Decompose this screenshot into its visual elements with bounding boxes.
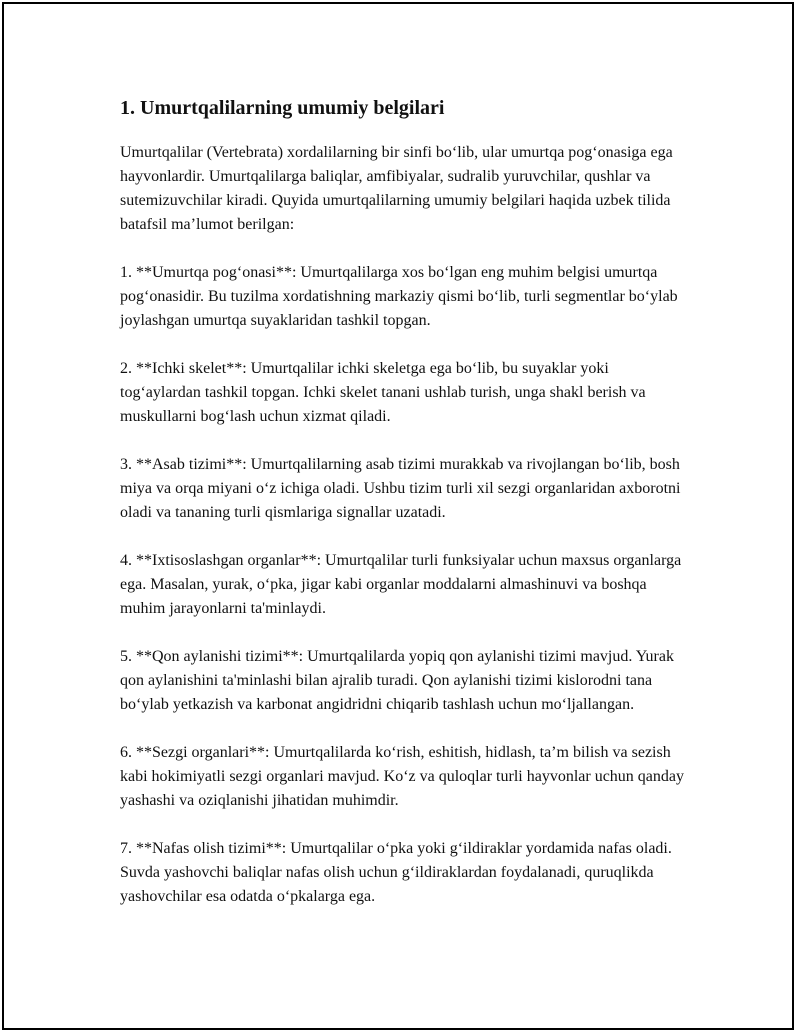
- intro-paragraph: Umurtqalilar (Vertebrata) xordalilarning bir sinfi bo‘lib, ular umurtqa pog‘onasiga ega hayvonlardir. Umurtqalilarga baliqlar, amfibiyalar, sudralib yuruvchilar, qushlar va sutemizuvchilar kiradi. Quyida umurtqalilarning umumiy belgilari haqida uzbek tilida batafsil ma’lumot berilgan:: [120, 144, 673, 233]
- page-frame: [2, 2, 794, 1030]
- document-body: [120, 94, 690, 933]
- paragraph-vertebral-column: 1. **Umurtqa pog‘onasi**: Umurtqalilarga xos bo‘lgan eng muhim belgisi umurtqa pog‘onasidir. Bu tuzilma xordatishning markaziy qismi bo‘lib, turli segmentlar bo‘ylab joylashgan umurtqa suyaklaridan tashkil topgan.: [120, 264, 678, 329]
- document-heading: 1. Umurtqalilarning umumiy belgilari: [120, 97, 445, 119]
- paragraph-specialized-organs: 4. **Ixtisoslashgan organlar**: Umurtqalilar turli funksiyalar uchun maxsus organlarga ega. Masalan, yurak, o‘pka, jigar kabi organlar moddalarni almashinuvi va boshqa muhim jarayonlarni ta'minlaydi.: [120, 552, 682, 617]
- paragraph-respiratory-system: 7. **Nafas olish tizimi**: Umurtqalilar o‘pka yoki g‘ildiraklar yordamida nafas oladi. Suvda yashovchi baliqlar nafas olish uchun g‘ildiraklardan foydalanadi, quruqlikda yashovchilar esa odatda o‘pkalarga ega.: [120, 840, 672, 905]
- paragraph-circulatory-system: 5. **Qon aylanishi tizimi**: Umurtqalilarda yopiq qon aylanishi tizimi mavjud. Yurak qon aylanishini ta'minlashi bilan ajralib turadi. Qon aylanishi tizimi kislorodni tana bo‘ylab yetkazish va karbonat angidridni chiqarib tashlash uchun mo‘ljallangan.: [120, 648, 674, 713]
- paragraph-internal-skeleton: 2. **Ichki skelet**: Umurtqalilar ichki skeletga ega bo‘lib, bu suyaklar yoki tog‘aylardan tashkil topgan. Ichki skelet tanani ushlab turish, unga shakl berish va muskullarni bog‘lash uchun xizmat qiladi.: [120, 360, 646, 425]
- paragraph-nervous-system: 3. **Asab tizimi**: Umurtqalilarning asab tizimi murakkab va rivojlangan bo‘lib, bosh miya va orqa miyani o‘z ichiga oladi. Ushbu tizim turli xil sezgi organlaridan axborotni oladi va tananing turli qismlariga signallar uzatadi.: [120, 456, 681, 521]
- paragraph-sense-organs: 6. **Sezgi organlari**: Umurtqalilarda ko‘rish, eshitish, hidlash, ta’m bilish va sezish kabi hokimiyatli sezgi organlari mavjud. Ko‘z va quloqlar turli hayvonlar uchun qanday yashashi va oziqlanishi jihatidan muhimdir.: [120, 744, 684, 809]
